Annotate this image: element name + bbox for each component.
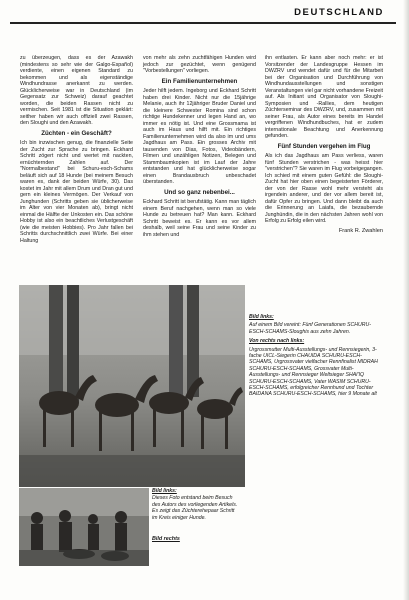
- photo-caption-small: [152, 488, 238, 523]
- section-title: DEUTSCHLAND: [294, 7, 384, 18]
- caption-text: Dieses Foto entstand beim Besuch des Autors des vorliegenden Artikels. Es zeigt das Züchterehepaar Schritt im Kreis einiger Hunde.: [152, 495, 238, 521]
- photo-breeders: [19, 488, 149, 566]
- caption-label: Bild rechts: [152, 536, 180, 542]
- text-column-3: [265, 55, 383, 234]
- paragraph: zu überzeugen, dass es der Azawakh (mindestens so sehr wie der Galgo-Español) verdiente, einen eigenen Standard zu bekommen und als eigenständige Windhundrasse anerkannt zu werden. Glücklicherweise war in Deutschland (im Gegensatz zur Schweiz) darauf geachtet worden, die beiden Rassen nicht zu vermischen. Seit 1981 ist die Situation geklärt: seither haben wir auch offiziell zwei Rassen, den Sloughi und den Azawakh.: [20, 55, 133, 126]
- subheading: Züchten - ein Geschäft?: [41, 129, 112, 137]
- author-signature: Frank R. Zwahlen: [338, 227, 383, 234]
- paragraph: Eckhard Schritt ist berufstätig. Kann man täglich einem Beruf nachgehen, wenn man so viele Hunde zu betreuen hat? Man kann. Eckhard Schritt beweist es. Er kann es vor allem deshalb, weil seine Frau und seine Kinder zu ihm stehen und: [143, 199, 256, 238]
- photo-sloughis: [19, 285, 245, 487]
- caption-text: Auf einem Bild vereint: Fünf Generationen SCHURU-ESCH-SCHAMS-Sloughis aus zehn Jahren.: [249, 322, 371, 335]
- page-edge-shadow: [403, 0, 409, 600]
- subheading: Und so ganz nebenbei...: [164, 188, 235, 196]
- text-column-1: [20, 55, 133, 245]
- caption-heading: Von rechts nach links:: [249, 338, 305, 345]
- paragraph: ihn entlasten. Er kann aber noch mehr: er ist Vorsitzender der Landesgruppe Hessen im DWZRV und wendet dafür und für die Mitarbeit bei der Organisation und Durchführung von Windhundausstellungen und sonstigen Veranstaltungen viel gar nicht vorhandene Freizeit auf. Als Initiant und Organisator von Sloughi-Symposien und -Rallies, dem heutigen Züchterseminar des DWZRV, und, zusammen mit seiner Frau, als Autor eines bereits im Handel vergriffenen Windhundbuches, hat er zudem internationale Beachtung und Anerkennung gefunden.: [265, 55, 383, 139]
- paragraph: Jeder hilft jedem. Ingeborg und Eckhard Schritt haben drei Kinder. Nicht nur die 15jährige Melanie, auch ihr 12jähriger Bruder Daniel und die kleinere Schwester Romina sind schon richtige Hundekenner und legen Hand an, wo immer es nötig ist. Und eine Grossmama ist auch im Haus und hilft mit. Ein richtiges Familienunternehmen wird da also im und ums Jagdhaus am Pass. Ein grosses Archiv mit tausenden von Dias, Fotos, Videobändern, Filmen und unzähligen Notizen, Belegen und Stammbaumkopien ist im Lauf der Jahre entstanden und hat glücklicherweise sogar einen Brandausbruch unbeschadet überstanden.: [143, 88, 256, 185]
- paragraph: Als ich das Jagdhaus am Pass verliess, waren fünf Stunden verstrichen - was heisst hier "verstrichen"? Sie waren im Flug vorbeigegangen. Ich schied mit einem guten Gefühl: die Sloughi-Zucht hat hier oben einen begeisterten Förderer, der von der Rasse wohl mehr versteht als irgendein anderer, und der vor allem bereit ist, dafür Opfer zu bringen. Und dann bleibt da auch die Erinnerung an Laiafa, die bezaubernde Junghündin, die in den nächsten Jahren wohl von Erfolg zu Erfolg eilen wird.: [265, 153, 383, 224]
- subheading: Ein Familienunternehmen: [161, 77, 238, 85]
- page-header: [10, 4, 398, 20]
- breeders-image: [19, 488, 149, 566]
- text-column-2: [143, 55, 256, 239]
- sloughi-dogs-image: [19, 285, 245, 487]
- photo-caption: [249, 314, 383, 401]
- caption-heading: Bild links:: [152, 488, 177, 494]
- paragraph: Ich bin inzwischen genug, die finanzielle Seite der Zucht zur Sprache zu bringen. Eckhard Schritt zögert nicht und wertet mit nackten, ernüchternden Zahlen auf. Der "Normalbestand" bei Schuru-esch-Schams beläuft sich auf 18 Hunde (bei meinem Besuch waren es, dank der beiden Würfe, 30). Das kostet im Jahr mit allem Drum und Dran gut und gern ein kleines Vermögen. Der Verkauf von Junghunden (Schritts geben sie üblicherweise im Alter von vier Monaten ab), bringt nicht einmal die Hälfte der Unkosten ein. Das schöne Hobby ist also ein beachtliches Verlustgeschäft (wie die meisten Hobbies). Pro Jahr fallen bei Schritts durchschnittlich zwei Würfe. Bei einer Haltung: [20, 140, 133, 244]
- header-rule: [10, 22, 396, 24]
- paragraph: von mehr als zehn zuchtfähigen Hunden wird jedoch zur gezüchtet, wenn genügend "Vorbestellungen" vorliegen.: [143, 55, 256, 74]
- subheading: Fünf Stunden vergehen im Flug: [277, 142, 371, 150]
- caption-text: Urgrossmutter Multi-Ausstellungs- und Rennsiegerin, 3-fache UICL-Siegerin CHAUIDA SCHURU-ESCH-SCHAMS, Urgrossvater vielfacher Rennfinalist MIDRAH SCHURU-ESCH-SCHAMS, Grossvater Multi-Ausstellungs- und Rennsieger Weltsieger SHAI'IQ SCHURU-ESCH-SCHAMS, Vater WASIM SCHURU-ESCH-SCHAMS, erfolgreicher Rennhund und Tochter BAIDANA SCHURU-ESCH-SCHAMS, hier 9 Monate alt: [249, 346, 378, 398]
- caption-heading: Bild links:: [249, 314, 274, 320]
